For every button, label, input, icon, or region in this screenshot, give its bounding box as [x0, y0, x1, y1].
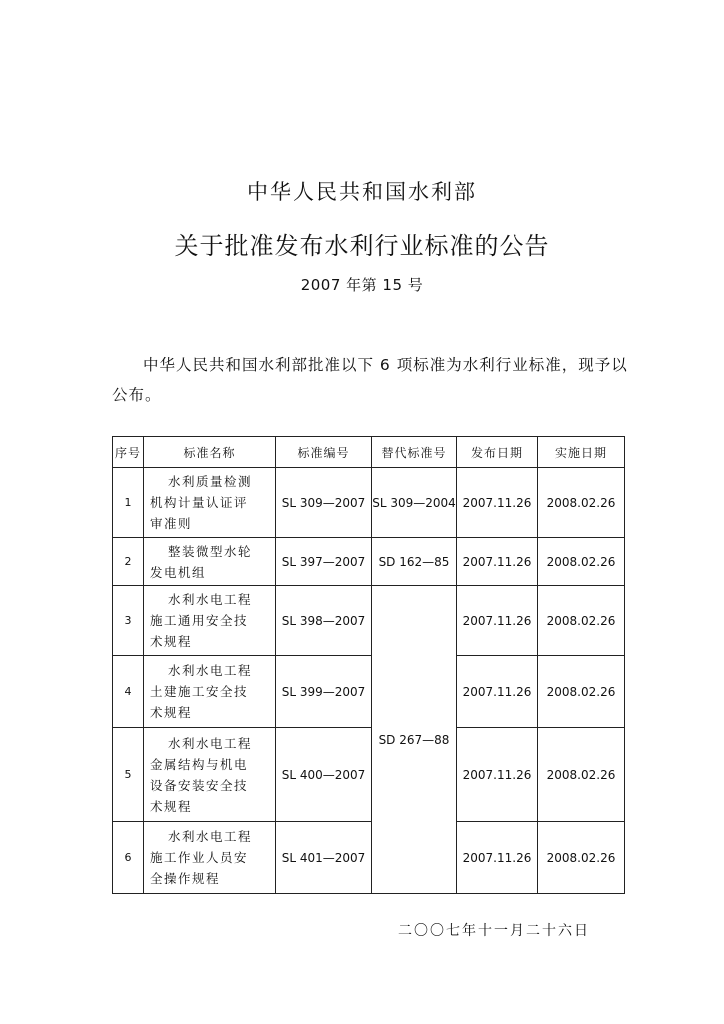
header-standard-name: 标准名称	[144, 437, 276, 468]
row-issue-date: 2007.11.26	[457, 822, 538, 894]
table-row	[113, 728, 625, 822]
name-line: 水利质量检测	[168, 474, 253, 489]
row-standard-name	[144, 656, 276, 728]
name-line: 设备安装安全技	[150, 777, 249, 793]
table-header-row	[113, 437, 625, 468]
row-issue-date: 2007.11.26	[457, 586, 538, 656]
table-row	[113, 538, 625, 586]
name-line: 机构计量认证评	[150, 495, 249, 510]
name-line: 审准则	[150, 516, 193, 531]
announcement-number: 2007 年第 15 号	[300, 276, 424, 294]
row-standard-name	[144, 468, 276, 538]
row-issue-date: 2007.11.26	[457, 656, 538, 728]
name-line: 发电机组	[150, 564, 207, 580]
signature-date: 二〇〇七年十一月二十六日	[398, 923, 590, 939]
name-line: 整装微型水轮	[168, 543, 253, 559]
name-line: 水利水电工程	[168, 735, 253, 751]
announcement-title: 关于批准发布水利行业标准的公告	[174, 232, 550, 260]
row-standard-code: SL 309—2007	[276, 468, 372, 538]
name-line: 施工通用安全技	[150, 613, 249, 628]
row-issue-date: 2007.11.26	[457, 728, 538, 822]
name-line: 土建施工安全技	[150, 684, 249, 699]
issuing-authority: 中华人民共和国水利部	[247, 180, 477, 204]
header-replaced-standard: 替代标准号	[372, 437, 457, 468]
row-standard-name	[144, 822, 276, 894]
row-replaced-standard: SL 309—2004	[372, 468, 457, 538]
header-seq: 序号	[113, 437, 144, 468]
row-standard-code: SL 397—2007	[276, 538, 372, 586]
name-line: 术规程	[150, 634, 193, 649]
row-seq: 2	[113, 538, 144, 586]
row-effective-date: 2008.02.26	[538, 586, 625, 656]
table-row	[113, 586, 625, 656]
row-effective-date: 2008.02.26	[538, 468, 625, 538]
row-seq: 5	[113, 728, 144, 822]
row-effective-date: 2008.02.26	[538, 728, 625, 822]
name-line: 水利水电工程	[168, 663, 253, 678]
row-issue-date: 2007.11.26	[457, 468, 538, 538]
row-seq: 4	[113, 656, 144, 728]
row-standard-code: SL 398—2007	[276, 586, 372, 656]
header-effective-date: 实施日期	[538, 437, 625, 468]
row-standard-name	[144, 728, 276, 822]
row-standard-name	[144, 538, 276, 586]
shared-replaced-standard: SD 267—88	[372, 586, 457, 894]
row-effective-date: 2008.02.26	[538, 822, 625, 894]
row-seq: 6	[113, 822, 144, 894]
row-effective-date: 2008.02.26	[538, 656, 625, 728]
name-line: 术规程	[150, 798, 193, 814]
row-seq: 1	[113, 468, 144, 538]
name-line: 全操作规程	[150, 871, 221, 886]
header-standard-code: 标准编号	[276, 437, 372, 468]
row-standard-code: SL 400—2007	[276, 728, 372, 822]
name-line: 水利水电工程	[168, 829, 253, 844]
name-line: 水利水电工程	[168, 592, 253, 607]
row-replaced-standard: SD 162—85	[372, 538, 457, 586]
standards-table	[112, 436, 625, 894]
name-line: 术规程	[150, 705, 193, 720]
header-issue-date: 发布日期	[457, 437, 538, 468]
row-issue-date: 2007.11.26	[457, 538, 538, 586]
row-standard-code: SL 399—2007	[276, 656, 372, 728]
intro-paragraph: 中华人民共和国水利部批准以下 6 项标准为水利行业标准，现予以公布。	[112, 356, 628, 404]
row-standard-code: SL 401—2007	[276, 822, 372, 894]
name-line: 金属结构与机电	[150, 756, 249, 772]
row-seq: 3	[113, 586, 144, 656]
name-line: 施工作业人员安	[150, 850, 249, 865]
table-row	[113, 656, 625, 728]
row-standard-name	[144, 586, 276, 656]
table-row	[113, 468, 625, 538]
table-row	[113, 822, 625, 894]
row-effective-date: 2008.02.26	[538, 538, 625, 586]
